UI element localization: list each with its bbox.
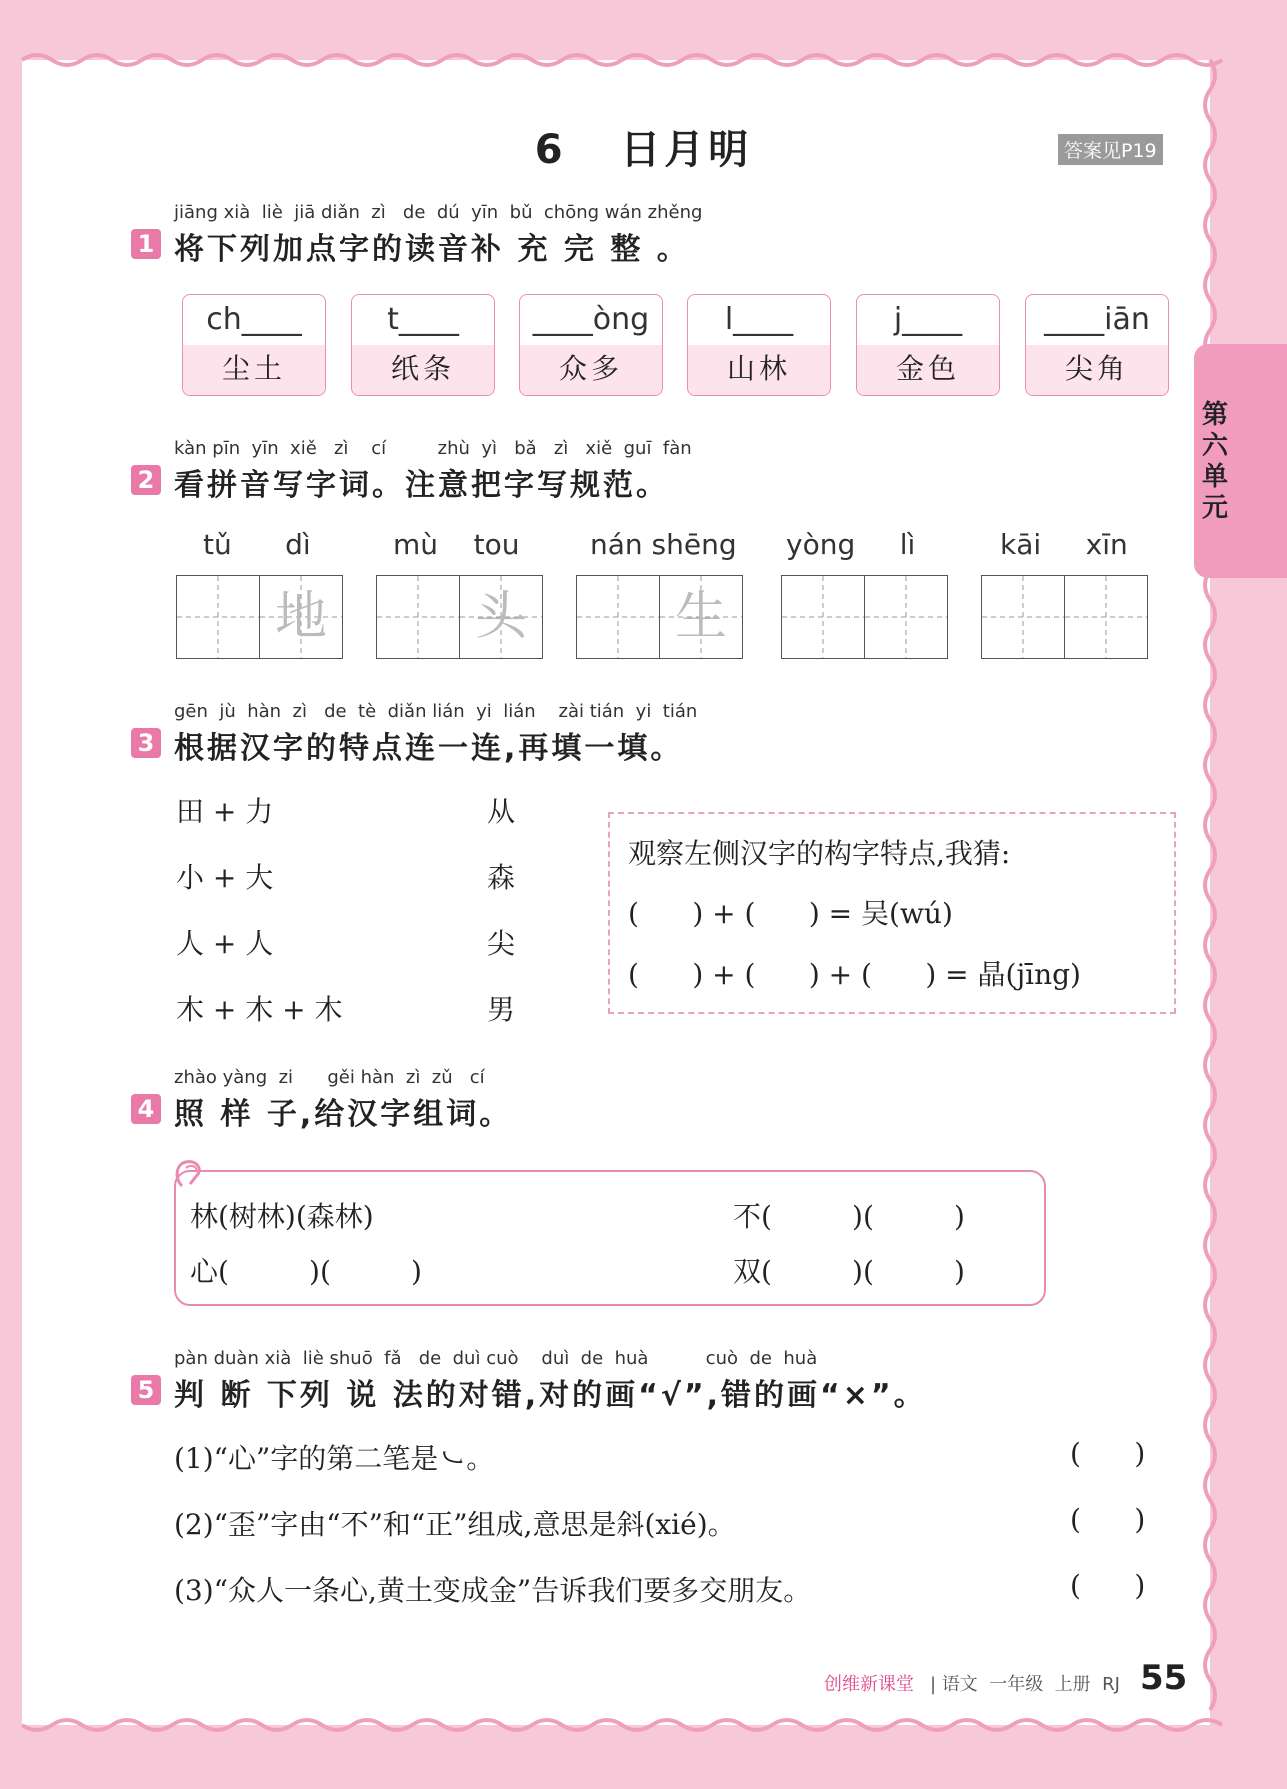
- writing-grid[interactable]: [981, 575, 1148, 659]
- ghost-char: 生: [674, 587, 727, 647]
- judgement-item: (3)“众人一条心,黄土变成金”告诉我们要多交朋友。: [174, 1574, 812, 1607]
- answer-reference: 答案见P19: [1058, 134, 1163, 165]
- pinyin-blank[interactable]: j____: [893, 302, 963, 337]
- q1-pinyin: jiāng xià liè jiā diǎn zì de dú yīn bǔ chōng wán zhěng: [174, 202, 703, 223]
- q3-text: 根据汉字的特点连一连,再填一填。: [174, 731, 684, 766]
- guess-line[interactable]: ( ) + ( ) + ( ) = 晶(jīng): [628, 958, 1081, 991]
- paperclip-icon: [172, 1156, 218, 1196]
- q4-pinyin: zhào yàng zi gěi hàn zì zǔ cí: [174, 1067, 485, 1088]
- writing-cell[interactable]: [177, 576, 260, 658]
- ghost-char: [177, 576, 259, 658]
- ghost-char: 地: [274, 587, 327, 647]
- writing-pinyin: yòng lì: [786, 528, 916, 561]
- q1-text: 将下列加点字的读音补 充 完 整 。: [174, 232, 690, 267]
- ghost-char: [982, 576, 1064, 658]
- judgement-item: (2)“歪”字由“不”和“正”组成,意思是斜(xié)。: [174, 1508, 736, 1541]
- guess-title: 观察左侧汉字的构字特点,我猜:: [628, 837, 1011, 870]
- word-item[interactable]: 不( )( ): [733, 1200, 965, 1233]
- writing-cell[interactable]: [377, 576, 460, 658]
- page-number: 55: [1140, 1658, 1188, 1698]
- guess-line[interactable]: ( ) + ( ) = 吴(wú): [628, 897, 953, 930]
- ghost-char: [577, 576, 659, 658]
- writing-cell[interactable]: [577, 576, 660, 658]
- writing-cell[interactable]: [782, 576, 865, 658]
- word-item: 林(树林)(森林): [190, 1200, 374, 1233]
- ghost-char: [1065, 576, 1147, 658]
- footer-info: | 语文 一年级 上册 RJ: [930, 1674, 1120, 1695]
- lesson-title: 日月明: [620, 127, 753, 173]
- ghost-char: [782, 576, 864, 658]
- writing-cell[interactable]: [865, 576, 947, 658]
- match-right-item[interactable]: 尖: [487, 927, 516, 960]
- writing-pinyin: nán shēng: [590, 528, 737, 561]
- match-left-item[interactable]: 田 + 力: [176, 795, 274, 828]
- writing-pinyin: kāi xīn: [1000, 528, 1128, 561]
- pinyin-word: 纸条: [352, 345, 494, 395]
- writing-cell[interactable]: [660, 576, 742, 658]
- q5-pinyin: pàn duàn xià liè shuō fǎ de duì cuò duì de huà cuò de huà: [174, 1348, 818, 1369]
- q2-number: 2: [131, 465, 161, 495]
- match-left-item[interactable]: 人 + 人: [176, 927, 274, 960]
- match-left-item[interactable]: 小 + 大: [176, 861, 274, 894]
- footer-brand: 创维新课堂: [824, 1674, 914, 1695]
- writing-grid[interactable]: [176, 575, 343, 659]
- writing-cell[interactable]: [1065, 576, 1147, 658]
- pinyin-blank[interactable]: ____òng: [532, 302, 650, 337]
- pinyin-box[interactable]: [519, 294, 663, 396]
- pinyin-blank[interactable]: l____: [724, 302, 794, 337]
- ghost-char: 头: [474, 587, 527, 647]
- pinyin-box[interactable]: [182, 294, 326, 396]
- pinyin-box[interactable]: [687, 294, 831, 396]
- match-left-item[interactable]: 木 + 木 + 木: [176, 993, 343, 1026]
- pinyin-blank[interactable]: ____iān: [1044, 302, 1150, 337]
- answer-blank[interactable]: ( ): [1070, 1503, 1146, 1536]
- q5-number: 5: [131, 1375, 161, 1405]
- writing-grid[interactable]: [781, 575, 948, 659]
- answer-blank[interactable]: ( ): [1070, 1569, 1146, 1602]
- ghost-char: [377, 576, 459, 658]
- q1-number: 1: [131, 229, 161, 259]
- pinyin-box[interactable]: [351, 294, 495, 396]
- match-right-item[interactable]: 男: [487, 993, 516, 1026]
- pinyin-word: 金色: [857, 345, 999, 395]
- writing-pinyin: mù tou: [393, 528, 520, 561]
- lesson-number: 6: [534, 127, 567, 173]
- writing-cell[interactable]: [260, 576, 342, 658]
- q2-text: 看拼音写字词。注意把字写规范。: [174, 468, 669, 503]
- writing-grid[interactable]: [576, 575, 743, 659]
- q3-number: 3: [131, 728, 161, 758]
- match-right-item[interactable]: 从: [487, 795, 516, 828]
- pinyin-blank[interactable]: ch____: [206, 302, 302, 337]
- judgement-item: (1)“心”字的第二笔是㇃。: [174, 1442, 495, 1475]
- match-right-item[interactable]: 森: [487, 861, 516, 894]
- unit-tab-label: 第六单元: [1201, 400, 1228, 523]
- writing-cell[interactable]: [982, 576, 1065, 658]
- pinyin-word: 尘土: [183, 345, 325, 395]
- writing-pinyin: tǔ dì: [203, 528, 311, 561]
- q5-text: 判 断 下列 说 法的对错,对的画“√”,错的画“×”。: [174, 1378, 927, 1413]
- pinyin-box[interactable]: [856, 294, 1000, 396]
- q2-pinyin: kàn pīn yīn xiě zì cí zhù yì bǎ zì xiě guī fàn: [174, 438, 692, 459]
- answer-blank[interactable]: ( ): [1070, 1437, 1146, 1470]
- word-item[interactable]: 双( )( ): [733, 1255, 965, 1288]
- pinyin-box[interactable]: [1025, 294, 1169, 396]
- pinyin-word: 众多: [520, 345, 662, 395]
- word-item[interactable]: 心( )( ): [190, 1255, 422, 1288]
- q4-text: 照 样 子,给汉字组词。: [174, 1097, 513, 1132]
- q4-number: 4: [131, 1094, 161, 1124]
- ghost-char: [865, 576, 947, 658]
- pinyin-word: 山林: [688, 345, 830, 395]
- pinyin-word: 尖角: [1026, 345, 1168, 395]
- q3-pinyin: gēn jù hàn zì de tè diǎn lián yi lián zài tián yi tián: [174, 701, 698, 722]
- writing-grid[interactable]: [376, 575, 543, 659]
- writing-cell[interactable]: [460, 576, 542, 658]
- pinyin-blank[interactable]: t____: [387, 302, 459, 337]
